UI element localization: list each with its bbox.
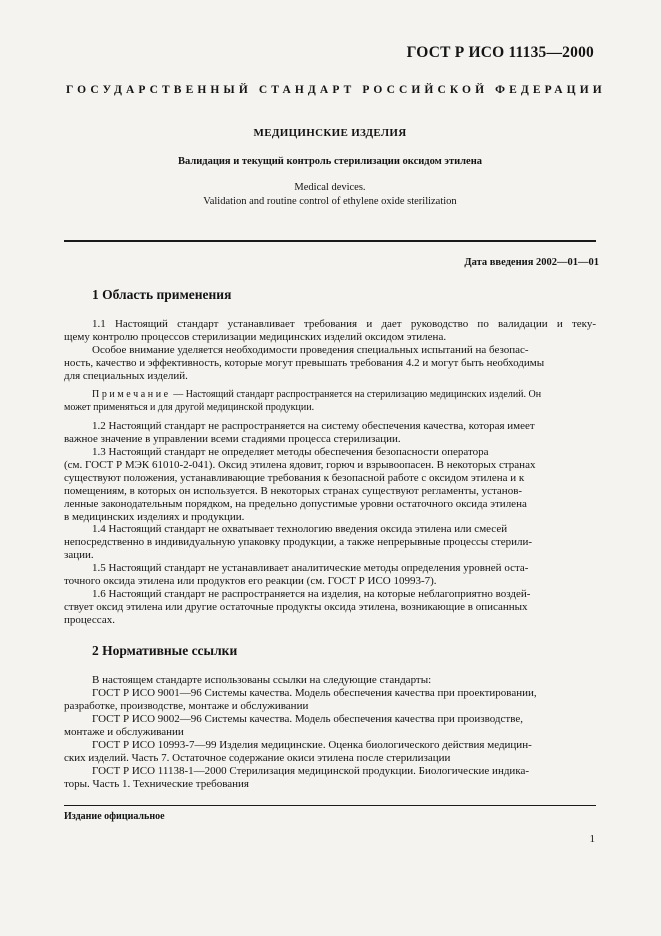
text-line: непосредственно в индивидуальную упаковку продукции, а также непрерывные процессы стерили- [64, 536, 533, 548]
text-line: 1.5 Настоящий стандарт не устанавливает аналитические методы определения уровней оста- [92, 562, 529, 574]
text-line: ленные законодательным порядком, на предельно допустимые уровни остаточного оксида этилена [64, 498, 527, 510]
introduction-date: Дата введения 2002—01—01 [464, 257, 599, 268]
paragraph-special-attention [64, 344, 596, 383]
reference-gost-10993-7: ГОСТ Р ИСО 10993-7—99 Изделия медицинские. Оценка биологического действия медицин- [92, 739, 532, 751]
reference-gost-9002: ГОСТ Р ИСО 9002—96 Системы качества. Модель обеспечения качества при производстве, [92, 713, 523, 725]
section-2-heading: 2 Нормативные ссылки [92, 643, 238, 658]
text-line: щему контролю процессов стерилизации медицинских изделий оксидом этилена. [64, 331, 447, 343]
text-line: помещениям, в которых он используется. В некоторых странах существуют регламенты, установ- [64, 485, 523, 497]
text-line: зации. [64, 549, 94, 561]
text-line: Особое внимание уделяется необходимости проведения специальных испытаний на безопас- [92, 344, 529, 356]
paragraph-1-6 [64, 588, 596, 627]
page-number: 1 [589, 833, 595, 845]
text-line: существуют положения, устанавливающие требования к безопасной работе с оксидом этилена и к [64, 472, 525, 484]
text-line: разработке, производстве, монтаже и обслуживании [64, 700, 309, 712]
document-title-ru: МЕДИЦИНСКИЕ ИЗДЕЛИЯ [253, 127, 407, 139]
reference-gost-9001: ГОСТ Р ИСО 9001—96 Системы качества. Модель обеспечения качества при проектировании, [92, 687, 537, 699]
text-line: для специальных изделий. [64, 370, 188, 382]
title-divider [64, 240, 596, 242]
section-1-heading: 1 Область применения [92, 287, 232, 302]
note-label: Примечание [92, 389, 171, 400]
normative-references [64, 674, 596, 791]
paragraph-1-4 [64, 523, 596, 562]
paragraph-1-2 [64, 420, 596, 446]
document-title-en: Medical devices. [294, 182, 366, 193]
text-line: монтаже и обслуживании [64, 726, 184, 738]
government-standard-title: ГОСУДАРСТВЕННЫЙ СТАНДАРТ РОССИЙСКОЙ ФЕДЕРАЦИИ [66, 84, 606, 96]
document-subtitle-en: Validation and routine control of ethylene oxide sterilization [203, 196, 457, 207]
note [64, 388, 596, 414]
paragraph-1-5 [64, 562, 596, 588]
reference-gost-11138-1: ГОСТ Р ИСО 11138-1—2000 Стерилизация медицинской продукции. Биологические индика- [92, 765, 530, 777]
text-line: процессах. [64, 614, 115, 626]
text-line: В настоящем стандарте использованы ссылки на следующие стандарты: [92, 674, 432, 686]
footer-divider [64, 805, 596, 806]
text-line: в медицинских изделиях и продукции. [64, 511, 245, 523]
document-subtitle-ru: Валидация и текущий контроль стерилизации оксидом этилена [177, 156, 483, 167]
text-line: торы. Часть 1. Технические требования [64, 778, 249, 790]
note-text: — Настоящий стандарт распространяется на стерилизацию медицинских изделий. Он [170, 389, 542, 400]
text-line: ствует оксид этилена или другие остаточные продукты оксида этилена, возникающие в описанных [64, 601, 528, 613]
text-line: 1.1 Настоящий стандарт устанавливает требования и дает руководство по валидации и теку- [92, 318, 596, 330]
paragraph-1-1 [64, 318, 596, 344]
text-line: 1.2 Настоящий стандарт не распространяется на систему обеспечения качества, которая имеет [92, 420, 535, 432]
text-line: (см. ГОСТ Р МЭК 61010-2-041). Оксид этилена ядовит, горюч и взрывоопасен. В некоторых странах [64, 459, 536, 471]
paragraph-1-3 [64, 446, 596, 524]
text-line: 1.6 Настоящий стандарт не распространяется на изделия, на которые неблагоприятно воздей- [92, 588, 531, 600]
text-line: ность, качество и эффективность, которые могут превышать требования 4.2 и могут быть необходимы [64, 357, 545, 369]
standard-code: ГОСТ Р ИСО 11135—2000 [406, 44, 594, 61]
text-line: важное значение в управлении всеми стадиями процесса стерилизации. [64, 433, 401, 445]
text-line: точного оксида этилена или продуктов его реакции (см. ГОСТ Р ИСО 10993-7). [64, 575, 437, 587]
text-line: 1.3 Настоящий стандарт не определяет методы обеспечения безопасности оператора [92, 446, 489, 458]
text-line: может применяться и для другой медицинской продукции. [64, 402, 315, 413]
text-line: ских изделий. Часть 7. Остаточное содержание окиси этилена после стерилизации [64, 752, 451, 764]
edition-label: Издание официальное [64, 811, 165, 822]
text-line: 1.4 Настоящий стандарт не охватывает технологию введения оксида этилена или смесей [92, 523, 508, 535]
